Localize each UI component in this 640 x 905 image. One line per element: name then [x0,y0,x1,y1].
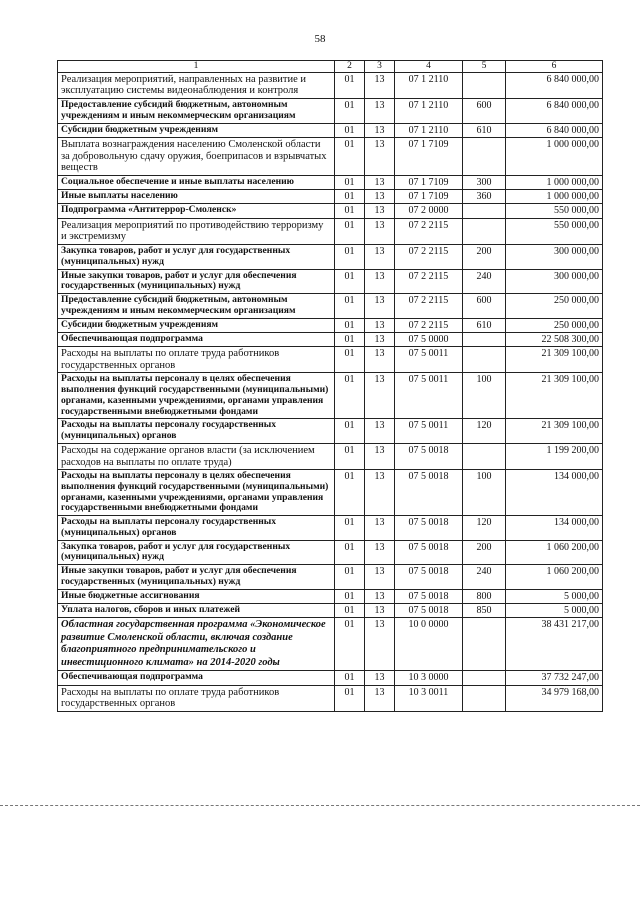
table-row [58,123,603,137]
subsection-code-cell: 13 [365,269,395,293]
section-code-cell: 01 [335,419,365,443]
table-row [58,204,603,218]
column-header: 3 [365,61,395,73]
target-article-cell: 07 5 0011 [395,346,463,373]
amount-cell: 21 309 100,00 [506,419,603,443]
subsection-code-cell: 13 [365,137,395,175]
subsection-code-cell: 13 [365,540,395,564]
row-name-cell: Уплата налогов, сборов и иных платежей [58,603,335,617]
amount-cell: 21 309 100,00 [506,373,603,419]
row-name-cell: Обеспечивающая подпрограмма [58,671,335,685]
target-article-cell: 07 2 2115 [395,269,463,293]
section-code-cell: 01 [335,137,365,175]
column-header: 6 [506,61,603,73]
target-article-cell: 07 5 0018 [395,589,463,603]
table-row [58,245,603,269]
amount-cell: 5 000,00 [506,589,603,603]
amount-cell: 134 000,00 [506,470,603,516]
table-row [58,176,603,190]
table-row [58,516,603,540]
target-article-cell: 07 1 7109 [395,137,463,175]
table-row [58,72,603,99]
section-code-cell: 01 [335,269,365,293]
target-article-cell: 07 2 2115 [395,294,463,318]
table-row [58,603,603,617]
row-name-cell: Социальное обеспечение и иные выплаты населению [58,176,335,190]
section-code-cell: 01 [335,685,365,712]
subsection-code-cell: 13 [365,72,395,99]
amount-cell: 6 840 000,00 [506,99,603,123]
amount-cell: 1 060 200,00 [506,565,603,589]
target-article-cell: 07 1 2110 [395,123,463,137]
expense-type-cell [463,72,506,99]
section-code-cell: 01 [335,99,365,123]
column-header: 1 [58,61,335,73]
amount-cell: 250 000,00 [506,318,603,332]
amount-cell: 1 000 000,00 [506,176,603,190]
table-row [58,346,603,373]
expense-type-cell [463,332,506,346]
row-name-cell: Выплата вознаграждения населению Смоленской области за добровольную сдачу оружия, боеприпасов и взрывчатых веществ [58,137,335,175]
expense-type-cell: 240 [463,565,506,589]
expense-type-cell: 600 [463,294,506,318]
table-row [58,565,603,589]
expense-type-cell: 100 [463,373,506,419]
target-article-cell: 07 2 2115 [395,318,463,332]
budget-table [57,60,603,712]
expense-type-cell: 360 [463,190,506,204]
expense-type-cell [463,346,506,373]
expense-type-cell: 300 [463,176,506,190]
expense-type-cell: 610 [463,123,506,137]
target-article-cell: 07 1 2110 [395,99,463,123]
subsection-code-cell: 13 [365,176,395,190]
amount-cell: 300 000,00 [506,245,603,269]
subsection-code-cell: 13 [365,685,395,712]
section-code-cell: 01 [335,443,365,470]
amount-cell: 1 199 200,00 [506,443,603,470]
expense-type-cell [463,618,506,671]
subsection-code-cell: 13 [365,123,395,137]
section-code-cell: 01 [335,603,365,617]
target-article-cell: 07 5 0018 [395,603,463,617]
expense-type-cell: 100 [463,470,506,516]
subsection-code-cell: 13 [365,565,395,589]
row-name-cell: Обеспечивающая подпрограмма [58,332,335,346]
subsection-code-cell: 13 [365,589,395,603]
expense-type-cell: 850 [463,603,506,617]
amount-cell: 6 840 000,00 [506,72,603,99]
table-row [58,99,603,123]
target-article-cell: 07 2 2115 [395,218,463,245]
row-name-cell: Подпрограмма «Антитеррор-Смоленск» [58,204,335,218]
target-article-cell: 10 3 0011 [395,685,463,712]
section-code-cell: 01 [335,72,365,99]
subsection-code-cell: 13 [365,294,395,318]
expense-type-cell: 200 [463,540,506,564]
target-article-cell: 07 5 0011 [395,373,463,419]
section-code-cell: 01 [335,204,365,218]
table-row [58,618,603,671]
row-name-cell: Расходы на выплаты по оплате труда работников государственных органов [58,346,335,373]
subsection-code-cell: 13 [365,245,395,269]
subsection-code-cell: 13 [365,204,395,218]
table-row [58,373,603,419]
section-code-cell: 01 [335,618,365,671]
amount-cell: 550 000,00 [506,204,603,218]
amount-cell: 5 000,00 [506,603,603,617]
amount-cell: 300 000,00 [506,269,603,293]
row-name-cell: Закупка товаров, работ и услуг для государственных (муниципальных) нужд [58,245,335,269]
row-name-cell: Иные выплаты населению [58,190,335,204]
table-row [58,589,603,603]
row-name-cell: Расходы на выплаты персоналу государственных (муниципальных) органов [58,419,335,443]
section-code-cell: 01 [335,671,365,685]
row-name-cell: Областная государственная программа «Экономическое развитие Смоленской области, включая создание благоприятного предпринимательского и инвестиционного климата» на 2014-2020 годы [58,618,335,671]
amount-cell: 250 000,00 [506,294,603,318]
section-code-cell: 01 [335,346,365,373]
amount-cell: 1 000 000,00 [506,137,603,175]
row-name-cell: Реализация мероприятий по противодействию терроризму и экстремизму [58,218,335,245]
column-header: 5 [463,61,506,73]
row-name-cell: Предоставление субсидий бюджетным, автономным учреждениям и иным некоммерческим организациям [58,294,335,318]
amount-cell: 134 000,00 [506,516,603,540]
subsection-code-cell: 13 [365,373,395,419]
expense-type-cell [463,204,506,218]
amount-cell: 22 508 300,00 [506,332,603,346]
table-row [58,190,603,204]
target-article-cell: 10 0 0000 [395,618,463,671]
expense-type-cell [463,137,506,175]
amount-cell: 1 060 200,00 [506,540,603,564]
subsection-code-cell: 13 [365,603,395,617]
row-name-cell: Расходы на выплаты персоналу государственных (муниципальных) органов [58,516,335,540]
amount-cell: 38 431 217,00 [506,618,603,671]
subsection-code-cell: 13 [365,618,395,671]
target-article-cell: 07 2 0000 [395,204,463,218]
amount-cell: 34 979 168,00 [506,685,603,712]
expense-type-cell [463,218,506,245]
target-article-cell: 07 5 0018 [395,540,463,564]
section-code-cell: 01 [335,294,365,318]
section-code-cell: 01 [335,516,365,540]
subsection-code-cell: 13 [365,346,395,373]
expense-type-cell: 800 [463,589,506,603]
amount-cell: 21 309 100,00 [506,346,603,373]
section-code-cell: 01 [335,373,365,419]
amount-cell: 6 840 000,00 [506,123,603,137]
subsection-code-cell: 13 [365,419,395,443]
table-row [58,294,603,318]
table-header-row [58,61,603,73]
expense-type-cell: 120 [463,419,506,443]
dashed-divider [0,805,640,806]
target-article-cell: 07 5 0018 [395,443,463,470]
row-name-cell: Субсидии бюджетным учреждениям [58,123,335,137]
section-code-cell: 01 [335,565,365,589]
section-code-cell: 01 [335,540,365,564]
subsection-code-cell: 13 [365,218,395,245]
target-article-cell: 07 1 2110 [395,72,463,99]
target-article-cell: 07 5 0018 [395,516,463,540]
section-code-cell: 01 [335,332,365,346]
table-row [58,540,603,564]
table-row [58,218,603,245]
table-row [58,419,603,443]
section-code-cell: 01 [335,245,365,269]
column-header: 2 [335,61,365,73]
expense-type-cell: 120 [463,516,506,540]
target-article-cell: 07 5 0000 [395,332,463,346]
subsection-code-cell: 13 [365,671,395,685]
row-name-cell: Иные бюджетные ассигнования [58,589,335,603]
column-header: 4 [395,61,463,73]
target-article-cell: 07 5 0018 [395,565,463,589]
table-row [58,269,603,293]
section-code-cell: 01 [335,218,365,245]
subsection-code-cell: 13 [365,190,395,204]
section-code-cell: 01 [335,318,365,332]
amount-cell: 550 000,00 [506,218,603,245]
table-row [58,685,603,712]
table-row [58,318,603,332]
target-article-cell: 10 3 0000 [395,671,463,685]
amount-cell: 37 732 247,00 [506,671,603,685]
subsection-code-cell: 13 [365,470,395,516]
target-article-cell: 07 5 0018 [395,470,463,516]
table-row [58,470,603,516]
target-article-cell: 07 1 7109 [395,190,463,204]
row-name-cell: Расходы на выплаты персоналу в целях обеспечения выполнения функций государственными (муниципальными) органами, казенными учреждениями, органами управления государственными внебюджетными фондами [58,373,335,419]
expense-type-cell [463,671,506,685]
expense-type-cell [463,443,506,470]
row-name-cell: Субсидии бюджетным учреждениям [58,318,335,332]
row-name-cell: Расходы на выплаты по оплате труда работников государственных органов [58,685,335,712]
table-row [58,443,603,470]
row-name-cell: Иные закупки товаров, работ и услуг для обеспечения государственных (муниципальных) нужд [58,565,335,589]
row-name-cell: Иные закупки товаров, работ и услуг для обеспечения государственных (муниципальных) нужд [58,269,335,293]
section-code-cell: 01 [335,176,365,190]
row-name-cell: Предоставление субсидий бюджетным, автономным учреждениям и иным некоммерческим организациям [58,99,335,123]
subsection-code-cell: 13 [365,99,395,123]
subsection-code-cell: 13 [365,443,395,470]
table-row [58,332,603,346]
target-article-cell: 07 2 2115 [395,245,463,269]
target-article-cell: 07 1 7109 [395,176,463,190]
target-article-cell: 07 5 0011 [395,419,463,443]
row-name-cell: Закупка товаров, работ и услуг для государственных (муниципальных) нужд [58,540,335,564]
section-code-cell: 01 [335,123,365,137]
table-row [58,137,603,175]
row-name-cell: Расходы на выплаты персоналу в целях обеспечения выполнения функций государственными (муниципальными) органами, казенными учреждениями, органами управления государственными внебюджетными фондами [58,470,335,516]
row-name-cell: Реализация мероприятий, направленных на развитие и эксплуатацию системы видеонаблюдения и контроля [58,72,335,99]
row-name-cell: Расходы на содержание органов власти (за исключением расходов на выплаты по оплате труда) [58,443,335,470]
expense-type-cell: 240 [463,269,506,293]
expense-type-cell: 600 [463,99,506,123]
table-body [58,72,603,711]
subsection-code-cell: 13 [365,516,395,540]
expense-type-cell [463,685,506,712]
section-code-cell: 01 [335,589,365,603]
expense-type-cell: 610 [463,318,506,332]
section-code-cell: 01 [335,470,365,516]
page-number: 58 [314,33,326,45]
expense-type-cell: 200 [463,245,506,269]
subsection-code-cell: 13 [365,332,395,346]
table-row [58,671,603,685]
section-code-cell: 01 [335,190,365,204]
subsection-code-cell: 13 [365,318,395,332]
amount-cell: 1 000 000,00 [506,190,603,204]
